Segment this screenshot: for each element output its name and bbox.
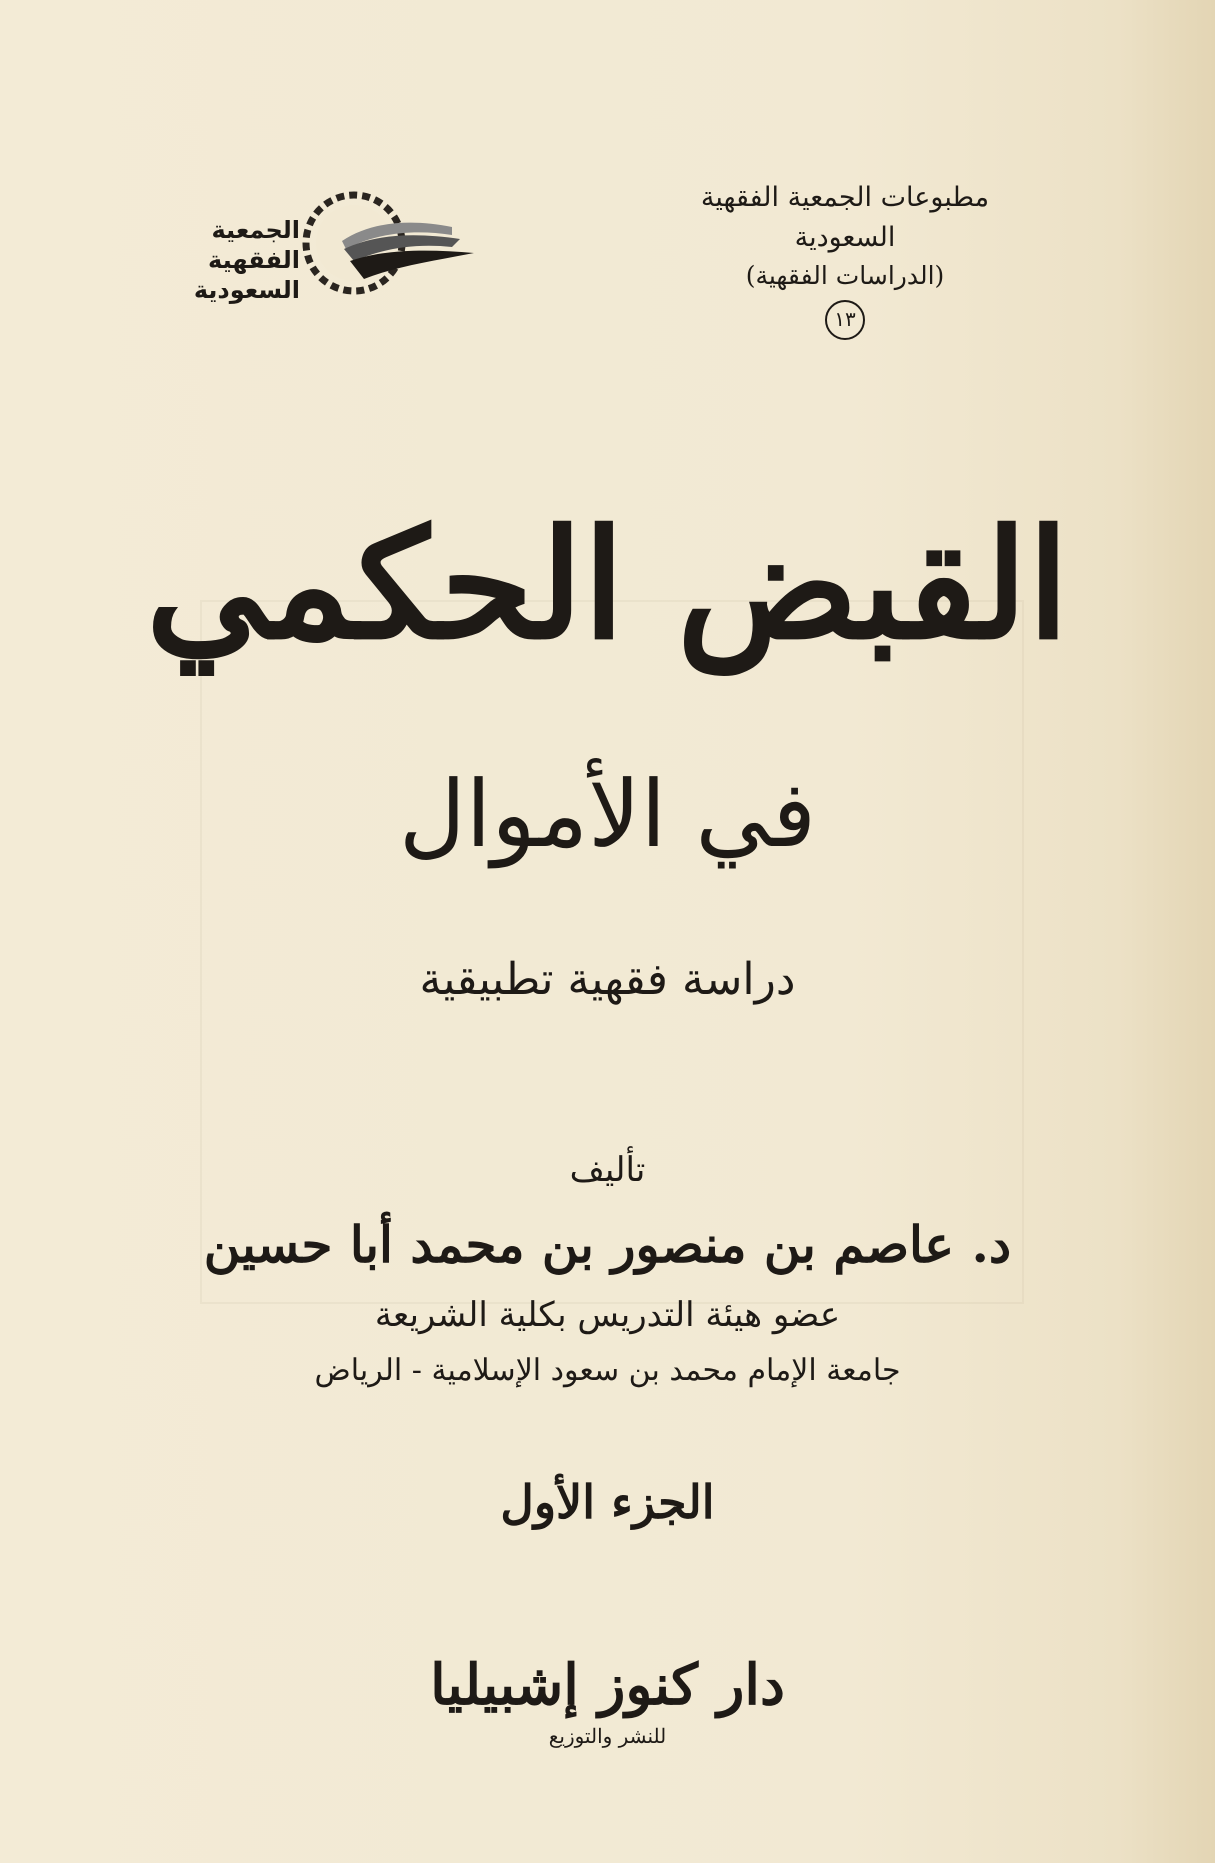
- volume-label: الجزء الأول: [500, 1475, 715, 1529]
- book-subtitle: في الأموال: [398, 761, 817, 868]
- series-publisher: مطبوعات الجمعية الفقهية السعودية: [700, 182, 990, 253]
- society-logo: [170, 175, 490, 315]
- author-affiliation-2: جامعة الإمام محمد بن سعود الإسلامية - الرياض: [314, 1353, 901, 1388]
- publisher-name: دار كنوز إشبيليا: [430, 1652, 785, 1718]
- series-number-badge: ١٣: [825, 300, 865, 340]
- author-name: د. عاصم بن منصور بن محمد أبا حسين: [203, 1215, 1012, 1274]
- study-type: دراسة فقهية تطبيقية: [419, 954, 796, 1005]
- open-book-emblem-icon: [302, 175, 482, 315]
- logo-text: [170, 215, 300, 305]
- logo-line-2: الفقهية: [208, 246, 300, 274]
- series-block: [655, 178, 1035, 340]
- logo-line-3: السعودية: [193, 276, 300, 304]
- book-title: القبض الحكمي: [145, 497, 1070, 673]
- publisher-tagline: للنشر والتوزيع: [548, 1724, 667, 1748]
- logo-line-1: الجمعية: [211, 216, 300, 244]
- series-name: (الدراسات الفقهية): [745, 261, 945, 290]
- author-affiliation-1: عضو هيئة التدريس بكلية الشريعة: [374, 1295, 841, 1335]
- publisher-block: [0, 1650, 1215, 1750]
- author-label: تأليف: [569, 1150, 646, 1190]
